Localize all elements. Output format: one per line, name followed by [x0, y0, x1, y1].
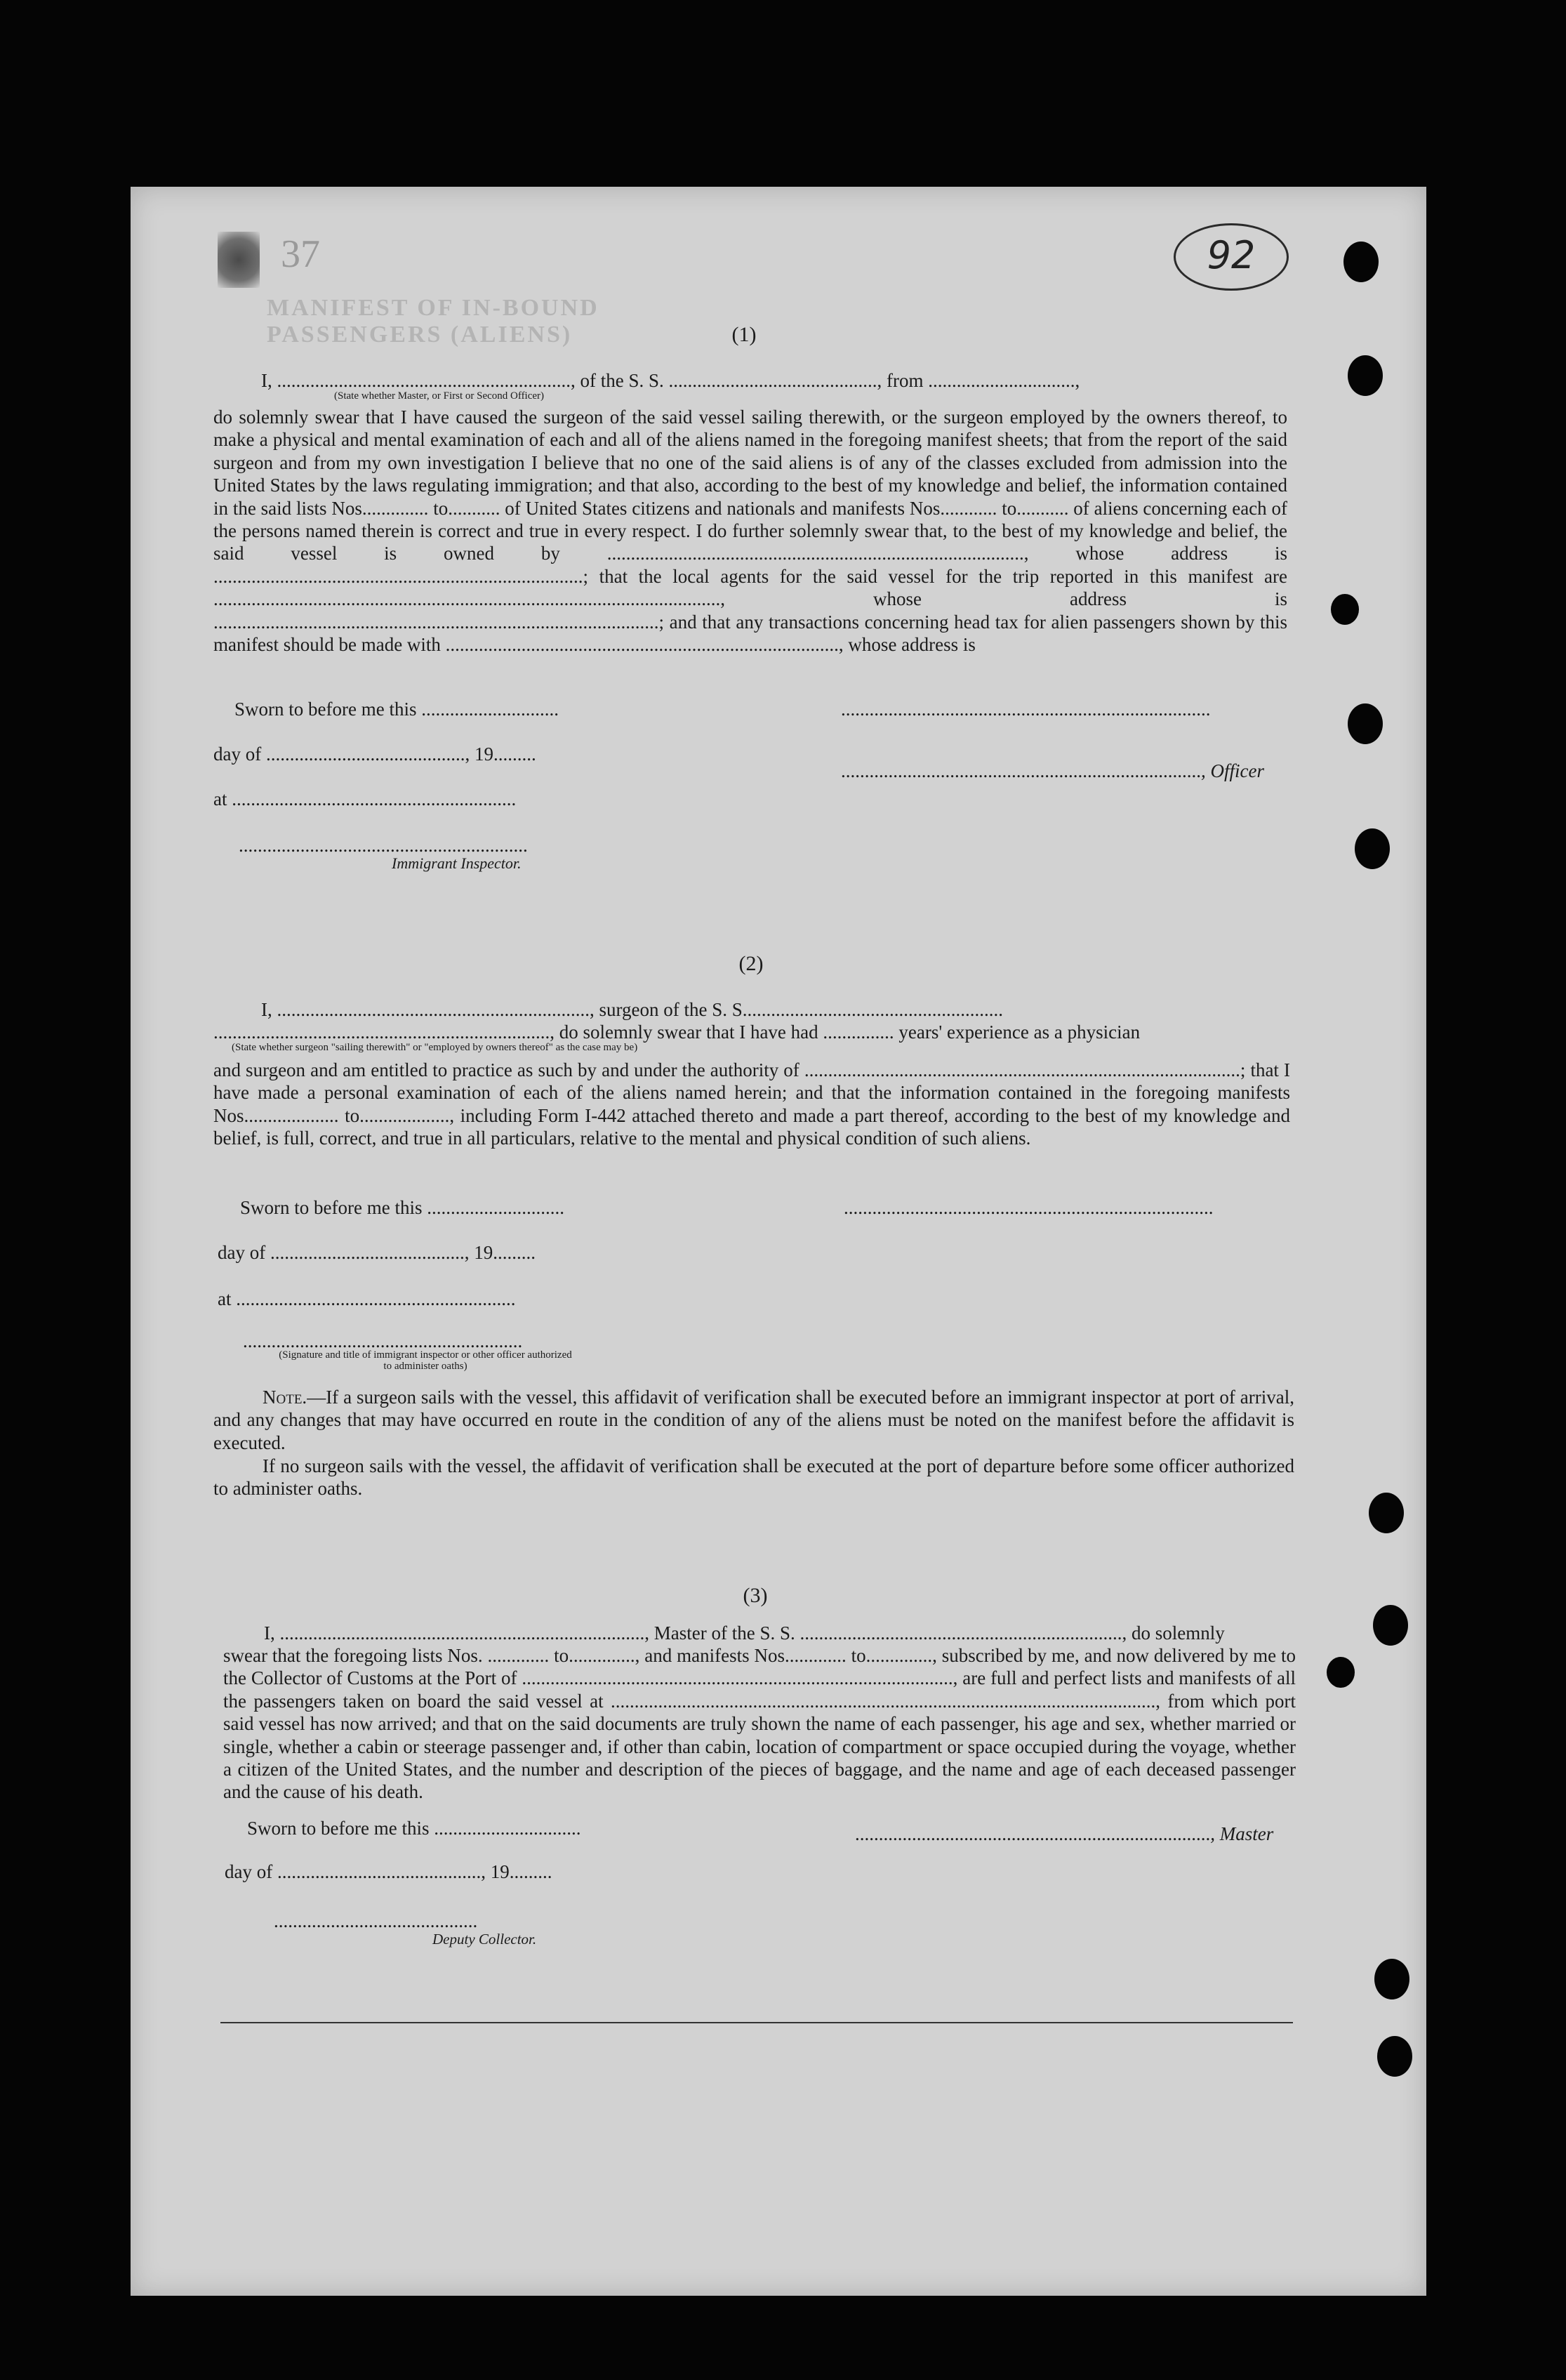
blank-field: ............................................ — [663, 370, 877, 391]
section-2-day — [218, 1241, 536, 1264]
faded-header: MANIFEST OF IN-BOUND PASSENGERS (ALIENS) — [267, 295, 599, 348]
section-2-note1 — [213, 1386, 1294, 1454]
section-3-sworn — [247, 1817, 580, 1839]
blank-field: ............................. — [416, 699, 559, 720]
text-officer: , Officer — [1201, 760, 1264, 781]
blank-field: ............................................................ — [227, 788, 517, 809]
text-from: , from — [877, 370, 924, 391]
section-1-day — [213, 743, 536, 765]
section-2-line2 — [213, 1021, 1290, 1043]
section-1-officer — [841, 760, 1264, 782]
punch-hole — [1355, 828, 1390, 869]
blank-field: ......................................... — [265, 1242, 465, 1263]
section-2-signature-line: .............................................................................. — [844, 1197, 1214, 1218]
blank-field: ........................................................................... — [855, 1823, 1211, 1844]
text-sworn: Sworn to before me this — [234, 699, 417, 720]
blank-field: ............................... — [923, 370, 1075, 391]
text-i: I, — [261, 999, 272, 1020]
punch-hole — [1343, 242, 1379, 282]
section-2-at — [218, 1288, 516, 1310]
text-day-of: day of — [225, 1861, 273, 1882]
punch-hole — [1377, 2036, 1412, 2077]
section-3-line1 — [264, 1622, 1296, 1644]
section-1-number: (1) — [731, 323, 757, 346]
text-i: I, — [264, 1622, 275, 1644]
punch-hole — [1373, 1605, 1408, 1646]
blank-field: ........................................................... — [231, 1288, 516, 1309]
text-sworn: Sworn to before me this — [240, 1197, 423, 1218]
text-comma: , — [1075, 370, 1080, 391]
section-3-body: swear that the foregoing lists Nos. ............. to.............., and manifests Nos............. to.............., subscribed by me, and now delivered by me to the Collector of Customs at the Port of ..........................................................................................., are full and perfect lists and manifests of all the passengers taken on board the said vessel at ..................................................................................................................., from which port said vessel has now arrived; and that on the said documents are truly shown the name of each passenger, his age and sex, whether married or single, whether a cabin or steerage passenger and, if other than cabin, location of compartment or space occupied during the voyage, whether a citizen of the United States, and the number and description of the pieces of baggage, and the name and age of each deceased passenger and the cause of his death. — [223, 1645, 1296, 1803]
punch-hole — [1348, 355, 1383, 396]
blank-field: ............... — [818, 1022, 894, 1043]
section-1-inspector-line: ............................................................. — [239, 835, 528, 856]
blank-field: ......... — [493, 743, 536, 765]
section-2-note2: If no surgeon sails with the vessel, the affidavit of verification shall be executed at the port of departure before some officer authorized to administer oaths. — [213, 1455, 1294, 1500]
blank-field: ...................................................... — [747, 999, 1004, 1020]
section-3-day — [225, 1860, 552, 1883]
section-2-line2-note: (State whether surgeon "sailing therewith" or "employed by owners thereof" as the case may be) — [232, 1042, 638, 1053]
blank-field: ............................... — [429, 1818, 581, 1839]
section-2-inspector-line: ........................................................... — [243, 1330, 523, 1351]
section-1-line1 — [261, 369, 1289, 392]
note-text: —If a surgeon sails with the vessel, this affidavit of verification shall be executed before an immigrant inspector at port of arrival, and any changes that may have occurred en route in the condition of any of the aliens must be noted on the manifest before the affidavit is executed. — [213, 1387, 1294, 1453]
blank-field: ............................. — [422, 1197, 564, 1218]
punch-hole — [1327, 1657, 1355, 1688]
page-prefix: 37 — [281, 232, 320, 276]
section-2-signature-note: (Signature and title of immigrant inspector or other officer authorized to administer oaths) — [279, 1349, 572, 1372]
blank-field: .............................................................. — [272, 370, 571, 391]
blank-field: ....................................................................... — [213, 1022, 550, 1043]
text-master: , Master — [1210, 1823, 1274, 1844]
text-day-of: day of — [213, 743, 262, 765]
blank-field: .................................................................. — [272, 999, 590, 1020]
text-of-ss: , of the S. S. — [571, 370, 664, 391]
punch-hole — [1331, 594, 1359, 625]
note-label: Note. — [263, 1387, 307, 1408]
blank-field: ............................................................................ — [841, 760, 1201, 781]
text-year: , 19 — [465, 743, 493, 765]
section-3-number: (3) — [743, 1584, 768, 1607]
text-master-ss: , Master of the S. S. — [644, 1622, 795, 1644]
section-1-inspector: Immigrant Inspector. — [392, 854, 522, 872]
section-2-sworn — [240, 1196, 564, 1219]
stamp-mark — [218, 232, 260, 288]
text-year: , 19 — [464, 1242, 493, 1263]
text-do-solemnly: , do solemnly — [1122, 1622, 1225, 1644]
text-swear: , do solemnly swear that I have had — [550, 1022, 818, 1043]
text-surgeon-ss: , surgeon of the S. S. — [590, 999, 748, 1020]
text-i: I, — [261, 370, 272, 391]
punch-hole — [1374, 1959, 1409, 1999]
blank-field: .................................................................... — [795, 1622, 1122, 1644]
text-years-experience: years' experience as a physician — [898, 1022, 1141, 1043]
section-1-line1-note: (State whether Master, or First or Second Officer) — [334, 390, 545, 402]
section-1-body: do solemnly swear that I have caused the surgeon of the said vessel sailing therewith, or the surgeon employed by the owners thereof, to make a physical and mental examination of each and all of the aliens named in the foregoing manifest sheets; that from the report of the said surgeon and from my own investigation I believe that no one of the said aliens is of any of the classes excluded from admission into the United States by the laws regulating immigration; and that also, according to the best of my knowledge and belief, the information contained in the said lists Nos.............. to........... of United States citizens and nationals and manifests Nos............ to........... of aliens concerning each of the persons named therein is correct and true in every respect. I do further solemnly swear that, to the best of my knowledge and belief, the said vessel is owned by ........................................................................................, whose address is ..............................................................................; that the local agents for the said vessel for the trip reported in this manifest are ..........................................................................................................., whose address is ..............................................................................................; and that any transactions concerning head tax for alien passengers shown by this manifest should be made with ..................................................................................., whose address is — [213, 406, 1287, 656]
text-sworn: Sworn to before me this — [247, 1818, 430, 1839]
section-1-at — [213, 788, 516, 810]
text-day-of: day of — [218, 1242, 266, 1263]
blank-field: .......................................... — [261, 743, 465, 765]
section-1-officer-line: .............................................................................. — [841, 699, 1211, 720]
text-year: , 19 — [481, 1861, 510, 1882]
bottom-rule — [220, 2022, 1293, 2023]
section-2-body: and surgeon and am entitled to practice as such by and under the authority of ............................................................................................; that I have made a personal examination of each of the aliens named herein; and that the information contained in the foregoing manifests Nos.................... to..................., including Form I-442 attached thereto and made a part thereof, according to the best of my knowledge and belief, is full, correct, and true in all particulars, relative to the mental and physical condition of such aliens. — [213, 1059, 1290, 1149]
page-number-circle: 92 — [1174, 223, 1289, 291]
section-2-number: (2) — [738, 952, 764, 975]
blank-field: ........................................... — [272, 1861, 482, 1882]
punch-hole — [1348, 703, 1383, 744]
section-3-collector: Deputy Collector. — [432, 1931, 537, 1948]
text-at: at — [218, 1288, 232, 1309]
section-3-collector-line: ........................................... — [274, 1910, 478, 1931]
punch-hole — [1369, 1493, 1404, 1533]
section-1-sworn — [234, 698, 559, 720]
blank-field: ............................................................................. — [274, 1622, 645, 1644]
blank-field: ......... — [493, 1242, 536, 1263]
section-3-master — [855, 1823, 1273, 1845]
text-at: at — [213, 788, 227, 809]
section-2-line1 — [261, 998, 1289, 1021]
blank-field: ......... — [509, 1861, 552, 1882]
